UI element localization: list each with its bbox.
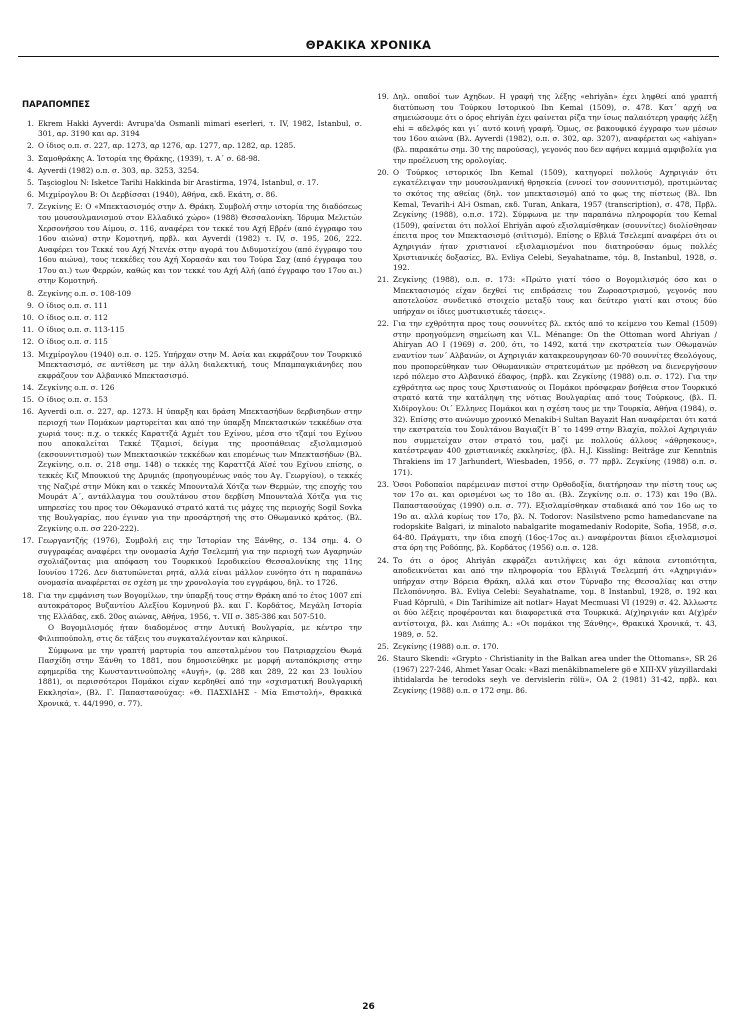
footnote <box>22 383 362 394</box>
footnote <box>22 301 362 312</box>
footnote-number: 23. <box>377 479 389 489</box>
footnote-number: 19. <box>377 92 389 101</box>
footnote-text: Μιχμίρογλου (1940) ο.π. σ. 125. Υπήρχαν στην Μ. Ασία και εκφράζουν τον Τουρκικό Μπεκτασισμό, σε αντίθεση με την άλλη διαλεκτική, τους Μπαμπαγκιάνηδες που εκφράζουν τον Αλβανικό Μπεκτασισμό. <box>38 349 362 380</box>
footnote <box>22 202 362 287</box>
footnote <box>22 407 362 534</box>
footnote-number: 8. <box>26 288 34 298</box>
footnote-text: Ο ίδιος ο.π. σ. 115 <box>38 337 108 347</box>
footnote-text: Taşcioglou N: Isketce Tarihi Hakkinda bir Arastirma, 1974, Istanbul, σ. 17. <box>38 177 319 187</box>
footnote-text: Το ότι ο όρος Ahriyân εκφράζει αντιλήψεις και όχι κάποια εντοπιότητα, αποδεικνύεται και από την πληροφορία του Εβλιγιά Τσελεμπή ότι «Αχηριγιάν» υπήρχαν στην Βόρεια Θράκη, αλλά και στον Τύρναβο της Θεσσαλίας και στην Πελοπόννησο. Βλ. Evliya Celebi: Seyahatname, τομ. 8 Instanbul, 1928, σ. 192 και Fuad Köprulü, « Din Tarihimize ait notlar» Hayat Mecmuasi VI (1929) σ. 42. Ἀλλωστε οι δύο λέξεις προφέρονται και διαφορετικά στα Τουρκικά. A(χ)ηριγιάν και A(χ)ρέν αντίστοιχα, βλ. και Λιάπης Α.: «Οι πομάκοι της Ξάνθης», Θρακικά Χρονικά, τ. 43, 1989, σ. 52. <box>393 555 717 639</box>
footnote-number: 11. <box>22 325 34 335</box>
footnote <box>22 325 362 336</box>
footnote-paragraph: Σύμφωνα με την γραπτή μαρτυρία του απεσταλμένου του Πατριαρχείου Θωμά Πασχίδη στην Ξάνθη το 1881, που δημοσιεύθηκε με μορφή ανταπόκρισης στην εφημερίδα της Κωνσταντινούπολης «Αυγή», (φ. 288 και 289, 22 και 23 Ιουλίου 1881), οι περισσότεροι Πομάκοι είχαν κερδηθεί από την «σχισματική Βουλγαρική Εκκλησία», (Βλ. Γ. Παπαστασούχας: «Θ. ΠΑΣΧΙΔΗΣ - Μία Επιστολή», Θρακικά Χρονικά, τ. 44/1990, σ. 77). <box>38 645 362 708</box>
footnote <box>22 154 362 165</box>
footnote-number: 16. <box>22 407 34 417</box>
footnote-text: Ο ίδιος ο.π. σ. 112 <box>38 313 108 323</box>
footnote-text: Ayverdi ο.π. σ. 227, αρ. 1273. Η ύπαρξη και δράση Μπεκτασήδων δερβισηδων στην περιοχή των Πομάκων μαρτυρείται και από την ύπαρξη Μπεκτασικών τεκκέδων στα χωριά τους: π.χ. ο τεκκές Καραττζά Αχμέτ του Εχίνου, μέσα στο τζαμί του Εχίνου που αποκαλείται Τεκκέ Τζαμισί, δείγμα της προσπάθειας εξισλαμισμού (εκσουννιτισμού) των Μπεκτασικών τεκκέδων και επομένως των Μπεκτασήδων (Βλ. Ζεγκίνης, ο.π. σ. 218 σημ. 148) ο τεκκές της Καραττζά Αϊσέ του Εχίνου επίσης, ο τεκκές Κιζ Μπουκιού της Δρυμιάς (προηγουμένως ναός του Αγ. Γεωργίου), ο τεκκές της Ναζιρέ στην Μύκη και ο τεκκές Μπουνταλά Χότζα των Θερμών, της εποχής του Μουράτ Α΄, αντάλλαγμα του σουλτάνου στον δερβίση Μπουνταλά Χότζα για τις υπηρεσίες του προς τον Οθωμανικό στρατό κατά τις μάχες της περιοχής Sogil Sovka της Βουλγαρίας, που έγιναν για την προσάρτησή της στο Οθωμανικό κράτος. (Βλ. Ζεγκίνης ο.π. σσ 220-222). <box>38 407 362 533</box>
footnote <box>22 350 362 382</box>
footnote-text: Ο ίδιος ο.π. σ. 113-115 <box>38 325 125 335</box>
footnote-number: 5. <box>26 177 34 187</box>
footnote-text: Ζεγκίνης (1988) ο.π. σ. 170. <box>393 641 499 651</box>
footnote <box>22 395 362 406</box>
footnote-text: Ekrem Hakki Ayverdi: Avrupa'da Osmanli mimari eserleri, τ. IV, 1982, Istanbul, σ. 301, αρ. 3190 και αρ. 3194 <box>38 118 362 139</box>
footnote-text: Για την εμφάνιση των Βογομίλων, την ύπαρξή τους στην Θράκη από το έτος 1007 επί αυτοκράτορος Βυζαντίου Αλεξίου Κομνηνού βλ. και Γ. Κορδάτος, Μεγάλη Ιστορία της Ελλάδας, εκδ. 20ος αιώνας, Αθήνα, 1956, τ. VII σ. 385-386 και 507-510. <box>38 590 362 621</box>
footnote-number: 12. <box>22 337 34 347</box>
footnote <box>22 141 362 152</box>
section-heading: ΠΑΡΑΠΟΜΠΕΣ <box>22 100 91 110</box>
footnote <box>22 313 362 324</box>
footnote <box>22 337 362 348</box>
footnote-number: 4. <box>26 165 34 175</box>
footnote-number: 15. <box>22 395 34 405</box>
footnote-number: 24. <box>377 555 389 565</box>
left-column <box>22 100 362 988</box>
footnote-number: 26. <box>377 654 389 664</box>
footnote <box>22 190 362 201</box>
footnote-text: Ο ίδιος ο.π. σ. 153 <box>38 395 108 405</box>
footnote <box>377 556 717 641</box>
right-column <box>377 92 717 988</box>
footnote-number: 20. <box>377 167 389 177</box>
footnote-number: 9. <box>26 300 34 310</box>
footnote-number: 2. <box>26 141 34 151</box>
footnote-number: 17. <box>22 536 34 546</box>
footnote <box>377 92 717 166</box>
notes-list-left <box>22 119 362 710</box>
footnote-number: 7. <box>26 202 34 212</box>
footnote-text: Για την εχθρότητα προς τους σουννίτες βλ. εκτός από το κείμενο του Kemal (1509) στην προηγούμενη σημείωση και V.L. Ménange: On the Ottoman word Ahriyan / Ahiryan AO I (1969) σ. 200, ότι, το 1492, κατά την εκστρατεία των Οθωμανών εναντίον των΄ Αλβανών, οι Αχηριγιάν κατακρεουργησαν 60-70 σουννίτες Θεολόγους, που προπορεύθηκαν των Οθωμανικών στρατευμάτων με πρόθεση να διενεργήσουν ιερό πόλεμο στο Αλβανικό έδαφος, (πρβλ. και Ζεγκίνης (1988) ο.π. σ. 172). Για την εχθρότητα ως προς τους Χριστιανούς οι Πομάκοι πρόσφεραν βοήθεια στον Τουρκικό στρατό κατά την κατάληψη της νότιας Βουλγαρίας από τους Τούρκους, (βλ. Π. Χιδίρογλου: Οι΄ Ελληνες Πομάκοι και η σχέση τους με την Τουρκία, Αθήνα (1984), σ. 32). Επίσης στο ανώνυμο χρονικό Menakib-i Sultan Bayazit Han αναφέρεται ότι κατά την εκστρατεία του Σουλτάνου Βαγιαζίτ Β΄ το 1499 στην Βλαχία, πολλοί Αχηριγιάν που συμμετείχαν στον στρατό του, μαζί με πολλούς άλλους «άθρησκους», κατέστρεψαν 400 χριστιανικές εκκλησίες, (βλ. H.J. Kissling: Beiträge zur Kenntnis Thrakiens im 17 Jarhundert, Wiesbaden, 1956, σ. 77 πρβλ. Ζεγκίνης (1988) ο.π. σ. 171). <box>393 319 717 477</box>
footnote <box>22 289 362 300</box>
footnote-number: 3. <box>26 153 34 163</box>
footnote <box>377 275 717 317</box>
footnote-text: Ayverdi (1982) ο.π. σ. 303, αρ. 3253, 3254. <box>38 165 200 175</box>
footnote-number: 1. <box>26 118 34 128</box>
notes-list-right <box>377 92 717 696</box>
footnote-number: 18. <box>22 590 34 600</box>
footnote-number: 21. <box>377 275 389 285</box>
footnote-number: 14. <box>22 382 34 392</box>
footnote-text: Stauro Skendi: «Grypto - Christianity in the Balkan area under the Ottomans», SR 26 (1967) 227-246, Ahmet Yasar Ocak: «Bazi menâkibnamelere gö e XIII-XV yüzyillardaki ihtidalarda he terodoks seyh ve dervislerin rölü», OA 2 (1981) 31-42, πρβλ. και Ζεγκίνης (1988) ο.π. σ 172 σημ. 86. <box>393 654 717 695</box>
footnote-text: Ζεγκίνης (1988), ο.π. σ. 173: «Πρώτο γιατί τόσο ο Βογομιλισμός όσο και ο Μπεκτασισμός είχαν δεχθεί τις επιδράσεις του Ζωροαστρισμού, γεγονός που αποτελούσε συνδετικό στοιχείο μεταξύ τους και δεύτερο γιατί και στους δύο υπήρχαν οι ίδιες μυστικιστικές τάσεις». <box>393 275 717 317</box>
footnote <box>377 319 717 478</box>
footnote-text: Ζεγκίνης Ε: Ο «Μπεκτασισμός στην Δ. Θράκη. Συμβολή στην ιστορία της διαδόσεως του μουσουλμανισμού στον Ελλαδικό χώρο» (1988) Θεσσαλονίκη. Ἰδρυμα Μελετών Χερσονήσου του Αίμου, σ. 116, αναφέρει τον τεκκέ του Αχή Εβρέν (από έγγραφο του 16ου αιώνα) στην Κομοτηνή, πρβλ. και Ayverdi (1982) τ. IV, σ. 195, 206, 222. Αναφέρει τον Τεκκέ του Αχή Ντεvέκ στην αγορά του Διδυμοτείχου (από έγγραφο του 16ου αιώνα), τους τεκκέδες του Αχή Χορασάν και του Τούρα Σαχ (από έγγραφα του 17ου αι.) των Φερρών, καθώς και τον τεκκέ του Αχή Αλή (από έγγραφο του 17ου αι.) στην Κομοτηνή. <box>38 202 362 286</box>
footnote-text: Σαμοθράκης Α. Ἰστορία της Θράκης, (1939), τ. Α΄ σ. 68-98. <box>38 153 260 163</box>
footnote <box>377 642 717 653</box>
footnote-number: 25. <box>377 641 389 651</box>
header-rule <box>18 56 719 57</box>
footnote-text: Ζεγκίνης ο.π. σ. 126 <box>38 382 115 392</box>
footnote-number: 6. <box>26 190 34 200</box>
footnote-text: Ζεγκίνης ο.π. σ. 108-109 <box>38 288 132 298</box>
footnote <box>22 591 362 710</box>
footnote-text: Ο Τούρκος ιστορικός Ibn Kemal (1509), κατηγορεί πολλούς Αχηριγιάν ότι εγκατέλειψαν την μουσουλμανική θρησκεία (εννοεί τον σουννιτισμό), προτιμώντας το σκότος της αθείας (δηλ. τον μπεκτασισμό) από το φως της πίστεως (Βλ. Ibn Kemal, Tevarih-i Al-i Osman, εκδ. Turan, Ankara, 1957 (transcription), σ. 478, Πρβλ. Ζεγκίνης (1988), ο.π.σ. 172). Σύμφωνα με την παραπάνω πληροφορία του Kemal (1509), φαίνεται ότι πολλοί Ehriyân αφού εξισλαμίσθηκαν (σουννίτες) διολίσθησαν έπειτα προς τον Μπεκτασισμό (σιϊτισμό). Επίσης ο Εβλιά Τσελεμπί αναφέρει ότι οι Αχηριγιάν ήταν χριστιανοί εξισλαμισμένοι που διατηρούσαν όμως πολλές Χριστιανικές δοξασίες, Βλ. Evliya Celebi, Seyahatname, τόμ. 8, Instanbul, 1928, σ. 192. <box>393 167 717 273</box>
footnote-paragraph: Ο Βογομιλισμός ήταν διαδομένος στην Δυτική Βουλγαρία, με κέντρο την Φιλιππούπολη, στις δε τάξεις του συγκαταλέγονταν και κληρικοί. <box>38 623 362 643</box>
footnote-number: 22. <box>377 319 389 329</box>
footnote <box>377 654 717 696</box>
footnote-text: Ο ίδιος ο.π. σ. 227, αρ. 1273, αρ 1276, αρ. 1277, αρ. 1282, αρ. 1285. <box>38 141 296 151</box>
footnote <box>22 119 362 140</box>
footnote <box>377 480 717 554</box>
footnote <box>22 536 362 589</box>
footnote-text: Μιχμίρογλου Β: Οι Δερβίσσαι (1940), Αθήνα, εκδ. Εκάτη, σ. 86. <box>38 190 278 200</box>
footnote-text: Δηλ. οπαδοί των Αχηδων. Η γραφή της λέξης «ehriyân» έχει ληφθεί από γραπτή διατύπωση του Τούρκου Ιστορικού Ibn Kemal (1509), σ. 478. Κατ΄ αρχή να σημειώσουμε ότι ο όρος ehriyân έχει φαίνεται ρίζα την ίσως παλαιότερη γραφής λέξη ehi = αδελφός και γι΄ αυτό κοινή γραφή. Ὁμως, σε βακουφικό έγγραφο των μέσων του 16ου αιώνα (Βλ. Ayverdi (1982), ο.π. σ. 302, αρ. 3207), αναφέρεται ως «ahiyan» (βλ. παρακάτω σημ. 30 της παρούσας), γεγονός που δεν αφήνει καμμιά αμφιβολία για την προέλευση της ορολογίας. <box>393 92 717 165</box>
footnote-number: 13. <box>22 349 34 359</box>
footnote <box>22 166 362 177</box>
running-header: ΘΡΑΚΙΚΑ ΧΡΟΝΙΚΑ <box>305 38 432 52</box>
footnote-text: Ὁσοι Ροδοπαίοι παρέμειναν πιστοί στην Ορθοδοξία, διατήρησαν την πίστη τους ως τον 17ο αι. και ορισμένοι ως το 18ο αι. (Βλ. Ζεγκίνης ο.π. σ. 173) και 19ο (Βλ. Παπαστασούχας (1990) ο.π. σ. 77). Εξισλαμίσθηκαν σταδιακά από τον 16ο ως το 19ο αι. αλλά κυρίως τον 17ο, βλ. N. Todorov: Nasilstveno pcmo hamedancvane na rodopskite Balgari, iz minaloto nabalgarite mogamedaniv Rodopite, Sofia, 1958, σ.σ. 64-80. Πράγματι, την ίδια εποχή (16ος-17ος αι.) αναφέρονται βίαιοι εξισλαμισμοί στα όρη της Ροδόπης, βλ. Κορδάτος (1956) ο.π. σ. 128. <box>393 479 717 553</box>
footnote-text: Ο ίδιος ο.π. σ. 111 <box>38 300 108 310</box>
footnote-number: 10. <box>22 313 34 323</box>
page-number: 26 <box>362 1002 375 1012</box>
footnote <box>377 168 717 274</box>
footnote-text: Γεωργαντζής (1976), Συμβολή εις την Ἰστορίαν της Ξάνθης, σ. 134 σημ. 4. Ο συγγραφέας αναφέρει την ονομασία Αχήσ Τσελεμπή για την περιοχή των Αγαρηνών σχολιάζοντας μια απόφαση του Τουρκικού Ιεροδικείου Θεσσαλονίκης της 11ης Ιουνίου 1726. Δεν διατυπώνεται ρητά, αλλά είναι μάλλον ευνόητο ότι η παραπάνω ονομασία αναφέρεται σε σχέση με την χρονολογία του εγγράφου, δηλ. το 1726. <box>38 536 362 588</box>
footnote <box>22 178 362 189</box>
